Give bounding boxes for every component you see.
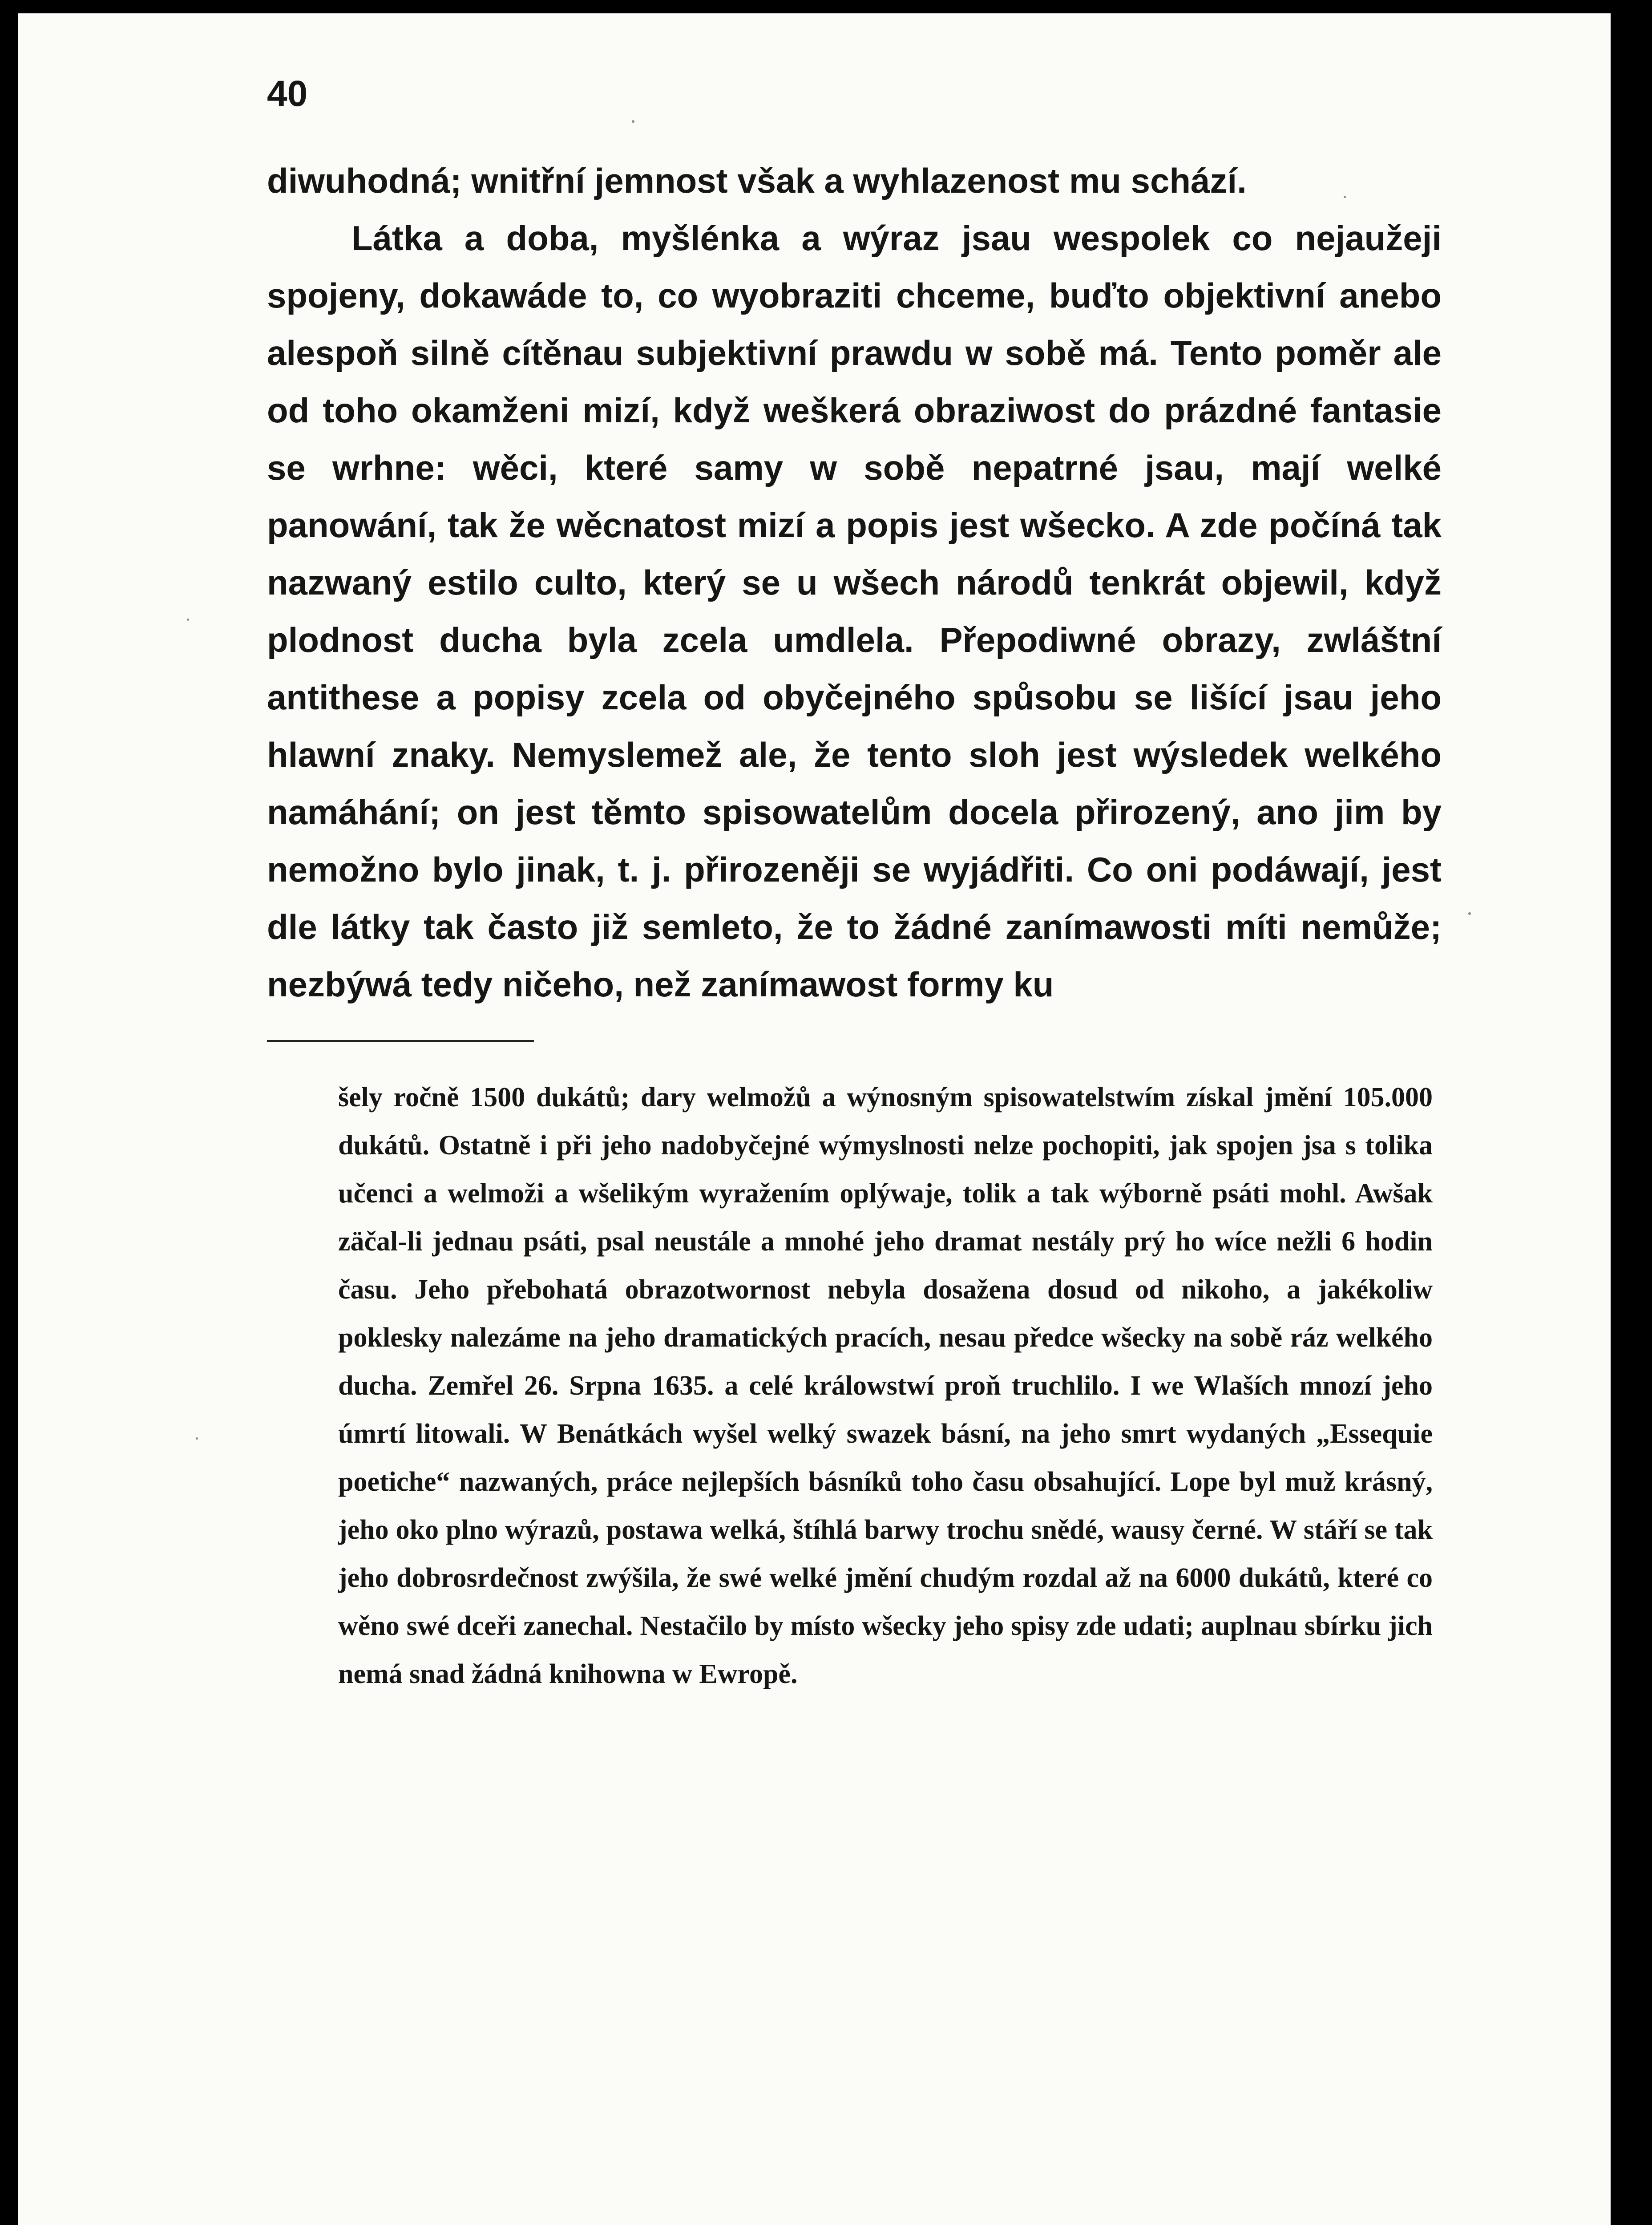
scan-speck <box>1344 196 1346 198</box>
footnote-separator <box>267 1040 534 1042</box>
scan-speck <box>1468 912 1471 915</box>
page-number: 40 <box>267 73 308 114</box>
paragraph-2: Látka a doba, myšlénka a wýraz jsau wespolek co nejaužeji spojeny, dokawáde to, co wyobraziti chceme, buďto objektivní anebo alespoň silně cítěnau subjektivní prawdu w sobě má. Tento poměr ale od toho okamženi mizí, když weškerá obraziwost do prázdné fantasie se wrhne: wěci, které samy w sobě nepatrné jsau, mají welké panowání, tak že wěcnatost mizí a popis jest wšecko. A zde počíná tak nazwaný estilo culto, který se u wšech národů tenkrát objewil, když plodnost ducha byla zcela umdlela. Přepodiwné obrazy, zwláštní antithese a popisy zcela od obyčejného spůsobu se lišící jsau jeho hlawní znaky. Nemyslemež ale, že tento sloh jest wýsledek welkého namáhání; on jest těmto spisowatelům docela přirozený, ano jim by nemožno bylo jinak, t. j. přirozeněji se wyjádřiti. Co oni podáwají, jest dle látky tak často již semleto, že to žádné zanímawosti míti nemůže; nezbýwá tedy ničeho, než zanímawost formy ku <box>267 218 1442 1004</box>
scan-speck <box>632 120 634 123</box>
scan-speck <box>196 1437 198 1440</box>
page-content <box>267 73 1442 1698</box>
book-page <box>18 13 1611 2225</box>
paragraph-1: diwuhodná; wnitřní jemnost však a wyhlazenost mu schází. <box>267 161 1247 200</box>
footnote: šely ročně 1500 dukátů; dary welmožů a wýnosným spisowatelstwím získal jmění 105.000 dukátů. Ostatně i při jeho nadobyčejné wýmyslnosti nelze pochopiti, jak spojen jsa s tolika učenci a welmoži a wšelikým wyražením oplýwaje, tolik a tak wýborně psáti mohl. Awšak zäčal-li jednau psáti, psal neustále a mnohé jeho dramat nestály prý ho wíce nežli 6 hodin času. Jeho přebohatá obrazotwornost nebyla dosažena dosud od nikoho, a jakékoliw poklesky nalezáme na jeho dramatických pracích, nesau předce wšecky na sobě ráz welkého ducha. Zemřel 26. Srpna 1635. a celé králowstwí proň truchlilo. I we Wlaších mnozí jeho úmrtí litowali. W Benátkách wyšel welký swazek básní, na jeho smrt wydaných „Essequie poetiche“ nazwaných, práce nejlepších básníků toho času obsahující. Lope byl muž krásný, jeho oko plno wýrazů, postawa welká, štíhlá barwy trochu snědé, wausy černé. W stáří se tak jeho dobrosrdečnost zwýšila, že swé welké jmění chudým rozdal až na 6000 dukátů, které co wěno swé dceři zanechal. Nestačilo by místo wšecky jeho spisy zde udati; auplnau sbírku jich nemá snad žádná knihowna w Ewropě. <box>338 1082 1433 1689</box>
scan-speck <box>187 619 189 621</box>
scan-border <box>1612 0 1652 2225</box>
body-text <box>267 152 1442 1013</box>
